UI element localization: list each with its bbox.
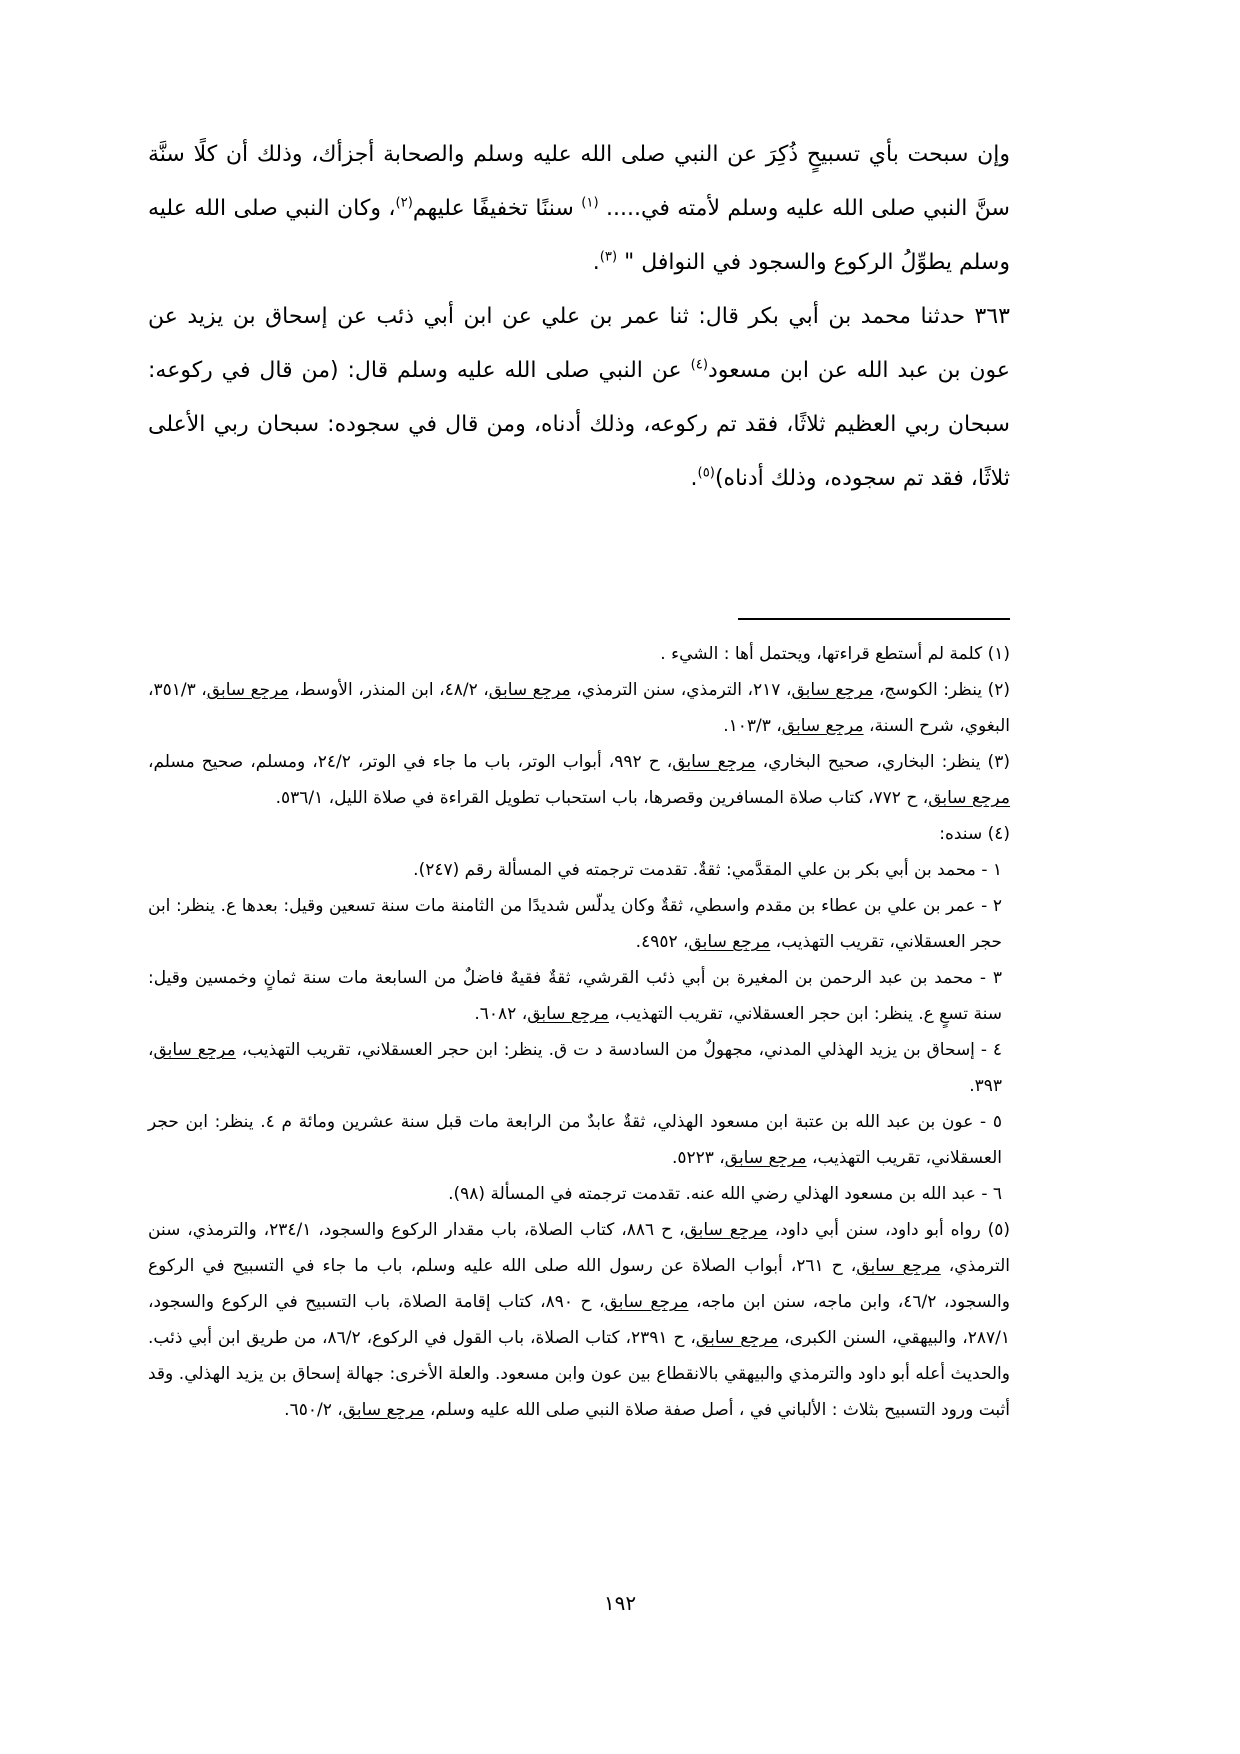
paragraph-1-text-c: ، وكان النبي صلى الله عليه وسلم يطوِّلُ الركوع والسجود في النوافل " bbox=[148, 196, 1010, 275]
paragraph-1-text-d: . bbox=[592, 250, 600, 275]
footnote-4-item-2-text: ، ٤٩٥٢. bbox=[635, 932, 689, 952]
ref-link: مرجع سابق bbox=[153, 1040, 236, 1060]
footnote-2-text: ، ١٠٣/٣. bbox=[723, 716, 782, 736]
ref-link: مرجع سابق bbox=[791, 680, 874, 700]
ref-link: مرجع سابق bbox=[604, 1292, 689, 1312]
footnote-4-item-3-text: ، ٦٠٨٢. bbox=[474, 1004, 528, 1024]
ref-link: مرجع سابق bbox=[781, 716, 864, 736]
paragraph-2 bbox=[148, 290, 1010, 506]
paragraph-1 bbox=[148, 128, 1010, 290]
footnote-2-text: ، ٤٨/٢، ابن المنذر، الأوسط، bbox=[288, 680, 489, 700]
footnote-4-item-1: ١ - محمد بن أبي بكر بن علي المقدَّمي: ثقةٌ. تقدمت ترجمته في المسألة رقم (٢٤٧). bbox=[413, 860, 1002, 880]
footnote-4-item-2-text: ٢ - عمر بن علي بن عطاء بن مقدم واسطي، ثقةٌ وكان يدلّس شديدًا من الثامنة مات سنة تسعين وقيل: بعدها ع. ينظر: ابن حجر العسقلاني، تقريب التهذيب، bbox=[148, 896, 1002, 952]
footnote-4-item-3-text: ٣ - محمد بن عبد الرحمن بن المغيرة بن أبي ذئب القرشي، ثقةٌ فقيهٌ فاضلٌ من السابعة مات سنة ثمانٍ وخمسين وقيل: سنة تسعٍ ع. ينظر: ابن حجر العسقلاني، تقريب التهذيب، bbox=[148, 968, 1002, 1024]
footnote-5 bbox=[148, 1212, 1010, 1428]
footnote-5-text: ، ح ٢٦١، أبواب الصلاة عن رسول الله صلى الله عليه وسلم، باب ما جاء في التسبيح في الركوع والسجود، ٤٦/٢، وابن ماجه، سنن ابن ماجه، bbox=[148, 1256, 1010, 1312]
ref-link: مرجع سابق bbox=[724, 1148, 807, 1168]
ref-link: مرجع سابق bbox=[342, 1400, 425, 1420]
footnote-5-text: ، ٦٥٠/٢. bbox=[284, 1400, 343, 1420]
footnote-2-text: ، ٣٥١/٣، البغوي، شرح السنة، bbox=[148, 680, 1010, 736]
footnotes bbox=[148, 636, 1010, 1428]
ref-link: مرجع سابق bbox=[928, 788, 1010, 808]
footnote-ref-5[interactable]: (٥) bbox=[697, 465, 715, 481]
ref-link: مرجع سابق bbox=[206, 680, 289, 700]
footnote-2 bbox=[148, 672, 1010, 744]
footnote-3-text: (٣) ينظر: البخاري، صحيح البخاري، bbox=[755, 752, 1010, 772]
footnote-2-text: (٢) ينظر: الكوسج، bbox=[873, 680, 1011, 700]
footnote-4-item-4 bbox=[148, 1032, 1010, 1104]
footnote-4-item-2 bbox=[148, 888, 1010, 960]
footnote-4-item-3 bbox=[148, 960, 1010, 1032]
ref-link: مرجع سابق bbox=[527, 1004, 609, 1024]
paragraph-2-text-c: . bbox=[690, 466, 698, 491]
footnote-4: (٤) سنده: bbox=[939, 824, 1010, 844]
footnote-5-text: (٥) رواه أبو داود، سنن أبي داود، bbox=[767, 1220, 1010, 1240]
footnote-2-text: ، ٢١٧، الترمذي، سنن الترمذي، bbox=[570, 680, 792, 700]
ref-link: مرجع سابق bbox=[688, 932, 771, 952]
footnote-4-item-4-text: ، ٣٩٣. bbox=[148, 1040, 1002, 1096]
footnote-ref-1[interactable]: (١) bbox=[581, 195, 599, 211]
footnote-3-text: ، ح ٩٩٢، أبواب الوتر، باب ما جاء في الوتر، ٢٤/٢، ومسلم، صحيح مسلم، bbox=[148, 752, 673, 772]
footnote-ref-3[interactable]: (٣) bbox=[599, 249, 618, 265]
footnote-ref-2[interactable]: (٢) bbox=[395, 195, 413, 211]
footnote-5-text: ، ح ٨٨٦، كتاب الصلاة، باب مقدار الركوع والسجود، ٢٣٤/١، والترمذي، سنن الترمذي، bbox=[148, 1220, 1011, 1276]
footnote-5-text: ، ح ٢٣٩١، كتاب الصلاة، باب القول في الركوع، ٨٦/٢، من طريق ابن أبي ذئب. والحديث أعله أبو داود والترمذي والبيهقي بالانقطاع بين عون وابن مسعود. والعلة الأخرى: جهالة إسحاق بن يزيد الهذلي. وقد أثبت ورود التسبيح بثلاث : الألباني في ، أصل صفة صلاة النبي صلى الله عليه وسلم، bbox=[148, 1328, 1010, 1420]
paragraph-2-text-a: ٣٦٣ حدثنا محمد بن أبي بكر قال: ثنا عمر بن علي عن ابن أبي ذئب عن إسحاق بن يزيد عن عون بن عبد الله عن ابن مسعود bbox=[148, 304, 1010, 383]
footnote-4-item-5 bbox=[148, 1104, 1010, 1176]
footnote-4-item-6: ٦ - عبد الله بن مسعود الهذلي رضي الله عنه. تقدمت ترجمته في المسألة (٩٨). bbox=[448, 1184, 1002, 1204]
ref-link: مرجع سابق bbox=[695, 1328, 779, 1348]
paragraph-1-text-b: سننًا تخفيفًا عليهم bbox=[412, 196, 582, 221]
footnote-3-text: ، ح ٧٧٢، كتاب صلاة المسافرين وقصرها، باب استحباب تطويل القراءة في صلاة الليل، ٥٣٦/١. bbox=[275, 788, 929, 808]
page-number: ١٩٢ bbox=[603, 1591, 637, 1615]
footnote-4-item-5-text: ، ٥٢٢٣. bbox=[671, 1148, 725, 1168]
ref-link: مرجع سابق bbox=[856, 1256, 941, 1276]
paragraph-2-text-b: عن النبي صلى الله عليه وسلم قال: (من قال في ركوعه: سبحان ربي العظيم ثلاثًا، فقد تم ركوعه، وذلك أدناه، ومن قال في سجوده: سبحان ربي الأعلى ثلاثًا، فقد تم سجوده، وذلك أدناه) bbox=[148, 358, 1010, 491]
paragraph-1-text-a: وإن سبحت بأي تسبيحٍ ذُكِرَ عن النبي صلى الله عليه وسلم والصحابة أجزأك، وذلك أن كلًا سنَّة سنَّ النبي صلى الله عليه وسلم لأمته في..... bbox=[148, 142, 1010, 221]
footnote-ref-4[interactable]: (٤) bbox=[690, 357, 708, 373]
footnote-1: (١) كلمة لم أستطع قراءتها، ويحتمل أها : الشيء . bbox=[660, 644, 1010, 664]
ref-link: مرجع سابق bbox=[672, 752, 756, 772]
main-text bbox=[148, 128, 1010, 506]
footnote-5-text: ، ح ٨٩٠، كتاب إقامة الصلاة، باب التسبيح في الركوع والسجود، ٢٨٧/١، والبيهقي، السنن الكبرى، bbox=[148, 1292, 1010, 1348]
footnote-4-item-4-text: ٤ - إسحاق بن يزيد الهذلي المدني، مجهولٌ من السادسة د ت ق. ينظر: ابن حجر العسقلاني، تقريب التهذيب، bbox=[235, 1040, 1003, 1060]
ref-link: مرجع سابق bbox=[488, 680, 571, 700]
footnote-4-item-5-text: ٥ - عون بن عبد الله بن عتبة ابن مسعود الهذلي، ثقةٌ عابدٌ من الرابعة مات قبل سنة عشرين ومائة م ٤. ينظر: ابن حجر العسقلاني، تقريب التهذيب، bbox=[148, 1112, 1002, 1168]
footnote-3 bbox=[148, 744, 1010, 816]
ref-link: مرجع سابق bbox=[684, 1220, 768, 1240]
footnote-separator bbox=[738, 618, 1010, 620]
